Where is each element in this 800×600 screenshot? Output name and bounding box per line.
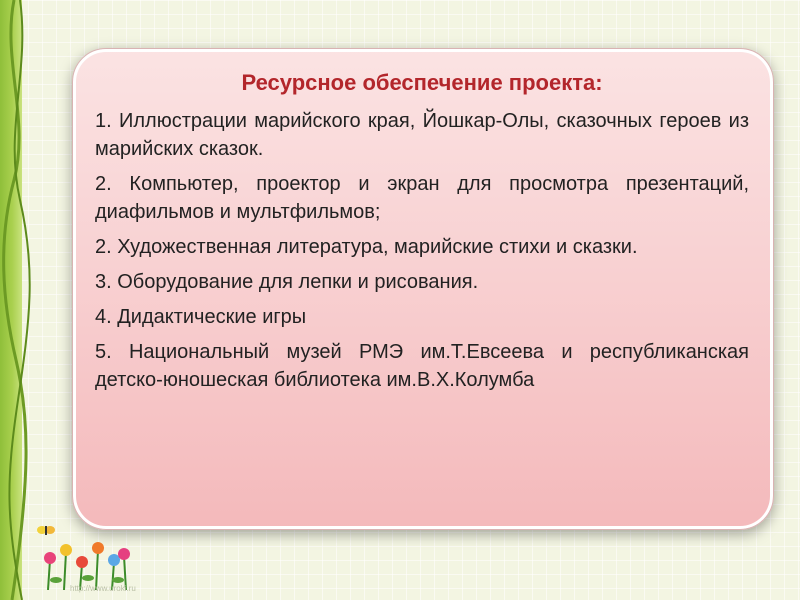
list-item: 2. Художественная литература, марийские стихи и сказки.: [95, 236, 638, 258]
footer-url: http://www.uroki.ru: [70, 584, 136, 593]
content-card: [72, 48, 774, 530]
vine-decoration-icon: [0, 0, 40, 600]
butterfly-icon: [37, 526, 55, 535]
slide-title: Ресурсное обеспечение проекта:: [241, 70, 603, 95]
list-item: 3. Оборудование для лепки и рисования.: [95, 271, 479, 293]
list-item: 4. Дидактические игры: [95, 306, 307, 328]
list-item: 2. Компьютер, проектор и экран для просмотра презентаций, диафильмов и мультфильмов;: [95, 173, 749, 223]
flowers-icon: [28, 520, 138, 590]
list-item: 1. Иллюстрации марийского края, Йошкар-Олы, сказочных героев из марийских сказок.: [95, 110, 749, 160]
list-item: 5. Национальный музей РМЭ им.Т.Евсеева и республиканская детско-юношеская библиотека им.В.Х.Колумба: [95, 341, 749, 391]
